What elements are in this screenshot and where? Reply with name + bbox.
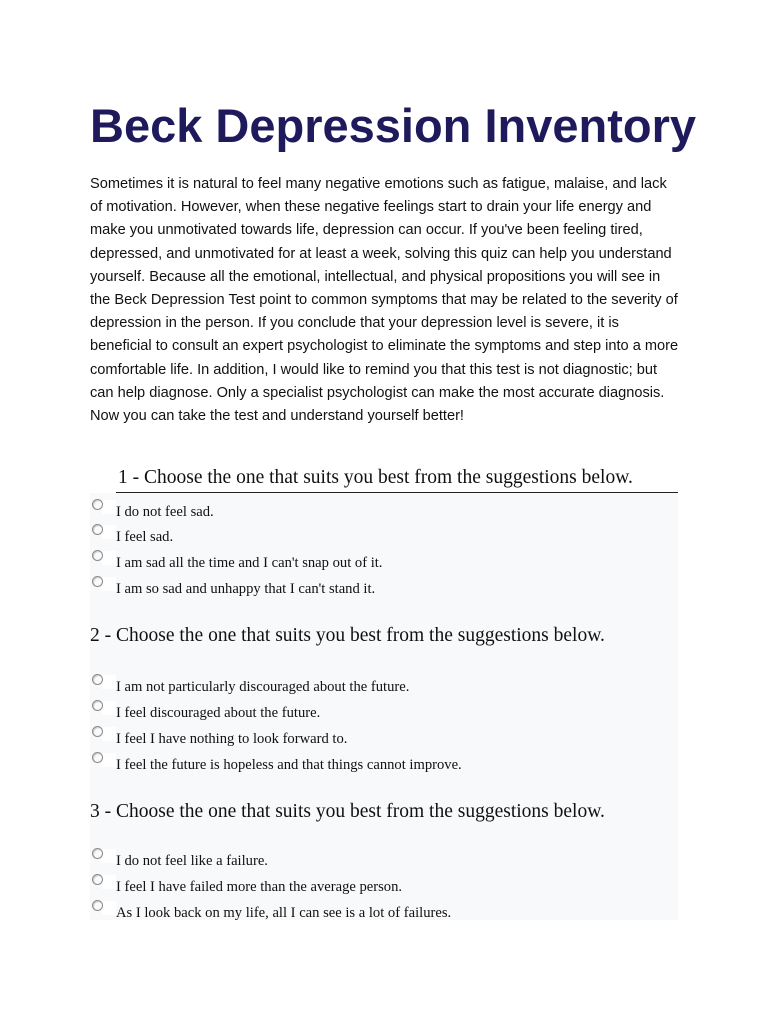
question-1-option-4[interactable] — [90, 581, 678, 603]
radio-button-icon[interactable] — [92, 674, 103, 685]
radio-button-icon[interactable] — [92, 524, 103, 535]
option-label: I feel sad. — [116, 529, 174, 545]
option-label: I feel the future is hopeless and that things cannot improve. — [116, 757, 462, 773]
option-label: I feel discouraged about the future. — [116, 705, 321, 721]
radio-button-icon[interactable] — [92, 874, 103, 885]
question-1-heading: 1 - Choose the one that suits you best from the suggestions below. — [118, 467, 633, 488]
page-title: Beck Depression Inventory — [90, 99, 696, 152]
radio-button-icon[interactable] — [92, 550, 103, 561]
option-label: I do not feel like a failure. — [116, 853, 268, 869]
question-3-heading: 3 - Choose the one that suits you best from the suggestions below. — [90, 801, 605, 822]
radio-button-icon[interactable] — [92, 900, 103, 911]
question-3-option-2[interactable] — [90, 879, 678, 901]
question-1-option-2[interactable] — [90, 529, 678, 551]
intro-paragraph: Sometimes it is natural to feel many negative emotions such as fatigue, malaise, and lack of motivation. However, when these negative feelings start to drain your life energy and make you unmotivated towards life, depression can occur. If you've been feeling tired, depressed, and unmotivated for at least a week, solving this quiz can help you understand yourself. Because all the emotional, intellectual, and physical propositions you will see in the Beck Depression Test point to common symptoms that may be related to the severity of depression in the person. If you conclude that your depression level is severe, it is beneficial to consult an expert psychologist to eliminate the symptoms and step into a more comfortable life. In addition, I would like to remind you that this test is not diagnostic; but can help diagnose. Only a specialist psychologist can make the most accurate diagnosis. Now you can take the test and understand yourself better! — [90, 176, 679, 425]
option-label: I feel I have nothing to look forward to. — [116, 731, 348, 747]
question-2-option-4[interactable] — [90, 757, 678, 779]
question-1-option-1[interactable] — [90, 504, 678, 526]
option-label: I am sad all the time and I can't snap out of it. — [116, 555, 383, 571]
option-label: I do not feel sad. — [116, 504, 214, 520]
radio-button-icon[interactable] — [92, 700, 103, 711]
radio-button-icon[interactable] — [92, 499, 103, 510]
option-label: I feel I have failed more than the average person. — [116, 879, 403, 895]
radio-button-icon[interactable] — [92, 726, 103, 737]
radio-button-icon[interactable] — [92, 576, 103, 587]
option-label: I am so sad and unhappy that I can't stand it. — [116, 581, 376, 597]
radio-button-icon[interactable] — [92, 752, 103, 763]
question-2-option-1[interactable] — [90, 679, 678, 701]
question-3-option-1[interactable] — [90, 853, 678, 875]
question-2-option-3[interactable] — [90, 731, 678, 753]
option-label: As I look back on my life, all I can see is a lot of failures. — [116, 905, 452, 921]
option-label: I am not particularly discouraged about the future. — [116, 679, 410, 695]
question-1-option-3[interactable] — [90, 555, 678, 577]
question-2-heading: 2 - Choose the one that suits you best from the suggestions below. — [90, 625, 605, 646]
question-3-option-3[interactable] — [90, 905, 678, 927]
question-2-option-2[interactable] — [90, 705, 678, 727]
radio-button-icon[interactable] — [92, 848, 103, 859]
question-1-divider — [116, 492, 678, 493]
